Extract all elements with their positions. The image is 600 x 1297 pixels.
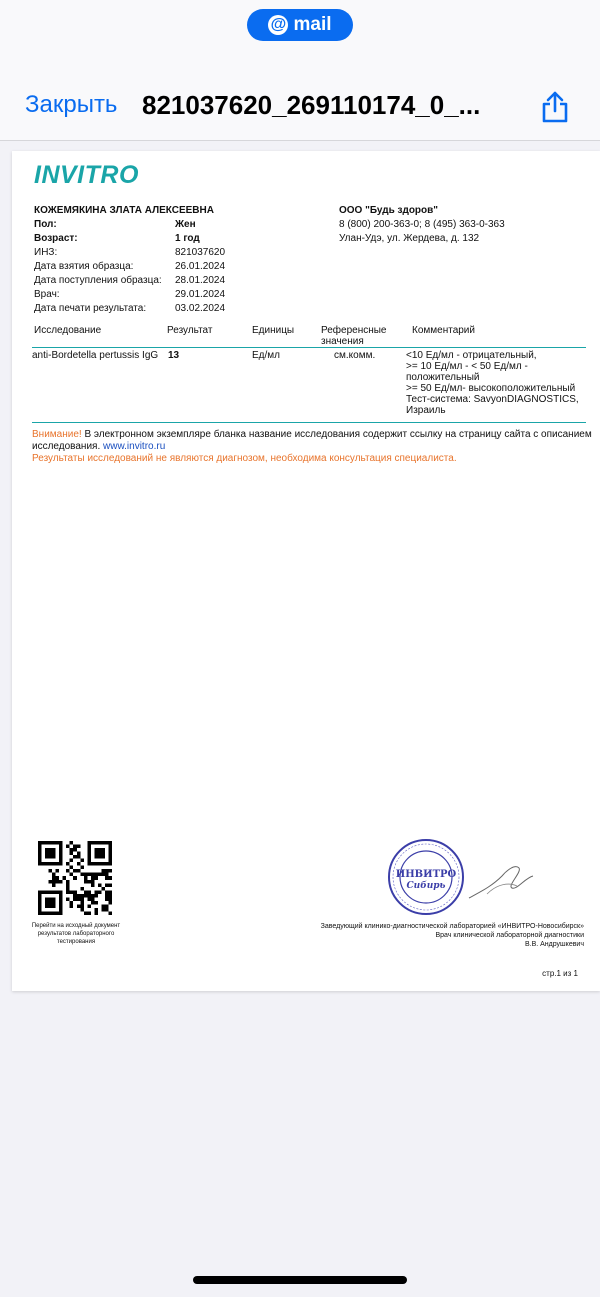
reference-value: см.комм. [334,350,376,361]
qr-caption: Перейти на исходный документ результатов лабораторного тестирования [31,923,121,945]
clinic-phones: 8 (800) 200-363-0; 8 (495) 363-0-363 [339,219,505,230]
result-value: 13 [168,350,180,361]
home-indicator[interactable] [193,1276,407,1284]
field-label: Врач: [34,289,60,300]
signature-block [321,922,584,949]
field-label: Возраст: [34,233,78,244]
field-label: Дата печати результата: [34,303,147,314]
comment-block [406,350,596,416]
notice-body: В электронном экземпляре бланка название исследования содержит ссылку на страницу сайта с описанием исследования. [32,429,592,452]
comment-line: Израиль [406,405,446,416]
comment-line: положительный [406,372,480,383]
share-icon[interactable] [540,90,570,124]
field-label: Пол: [34,219,57,230]
field-value: 28.01.2024 [175,275,226,286]
signature-line-2: Врач клинической лабораторной диагностики [435,932,584,939]
signature-line-1: Заведующий клинико-диагностической лабораторией «ИНВИТРО-Новосибирск» [320,923,584,930]
stamp-text-1: ИНВИТРО [395,869,457,880]
signature-icon [467,856,537,906]
comment-line: Тест-система: SavyonDIAGNOSTICS, [406,394,579,405]
field-value: 1 год [175,233,200,244]
disclaimer-text: Результаты исследований не являются диагнозом, необходима консультация специалиста. [32,453,457,464]
comment-line: >= 10 Ед/мл - < 50 Ед/мл - [406,361,528,372]
col-header-study: Исследование [34,325,102,336]
mail-brand-pill[interactable] [247,9,353,41]
field-value: Жен [175,219,196,230]
patient-name: КОЖЕМЯКИНА ЗЛАТА АЛЕКСЕЕВНА [34,205,214,216]
clinic-address: Улан-Удэ, ул. Жердева, д. 132 [339,233,480,244]
invitro-logo: INVITRO [34,161,139,189]
clinic-name: ООО "Будь здоров" [339,205,439,216]
invitro-link[interactable]: www.invitro.ru [103,441,166,452]
qr-code-icon[interactable] [38,841,112,915]
table-header-divider [32,347,586,348]
field-value: 26.01.2024 [175,261,226,272]
study-link[interactable]: anti-Bordetella pertussis IgG [32,350,159,361]
table-bottom-divider [32,422,586,423]
field-label: Дата поступления образца: [34,275,162,286]
at-icon: @ [268,15,288,35]
field-label: ИНЗ: [34,247,58,258]
field-value: 29.01.2024 [175,289,226,300]
col-header-units: Единицы [252,325,295,336]
field-value: 03.02.2024 [175,303,226,314]
signature-line-3: В.В. Андрушкевич [524,941,584,948]
notice-text [32,429,592,453]
file-name-title: 821037620_269110174_0_... [142,90,481,120]
comment-line: >= 50 Ед/мл- высокоположительный [406,383,576,394]
attention-label: Внимание! [32,429,82,440]
col-header-reference: Референсные значения [321,325,387,347]
col-header-comment: Комментарий [412,325,475,336]
seal-stamp-icon [386,837,466,917]
top-bar [0,0,600,141]
page-number: стр.1 из 1 [542,969,578,978]
document-page [12,151,600,991]
stamp-text-2: Сибирь [406,881,446,891]
field-label: Дата взятия образца: [34,261,134,272]
col-header-result: Результат [167,325,213,336]
units-value: Ед/мл [252,350,280,361]
comment-line: <10 Ед/мл - отрицательный, [406,350,537,361]
brand-label: mail [293,14,332,35]
field-value: 821037620 [175,247,226,258]
close-button[interactable]: Закрыть [25,91,118,118]
